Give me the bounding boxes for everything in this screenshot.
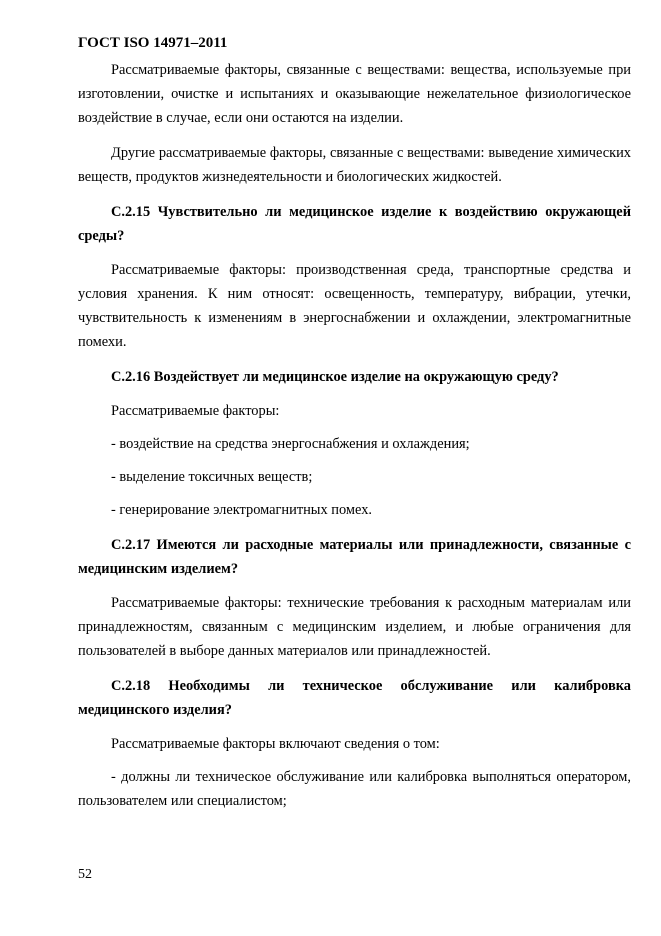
section-heading: С.2.17 Имеются ли расходные материалы или принадлежности, связанные с медицинским изделием? xyxy=(78,537,631,577)
section-heading: С.2.18 Необходимы ли техническое обслуживание или калибровка медицинского изделия? xyxy=(78,678,631,718)
list-item: - воздействие на средства энергоснабжения и охлаждения; xyxy=(111,436,470,452)
list-item: - должны ли техническое обслуживание или калибровка выполняться оператором, пользователем или специалистом; xyxy=(78,769,631,809)
paragraph: Другие рассматриваемые факторы, связанные с веществами: выведение химических веществ, продуктов жизнедеятельности и биологических жидкостей. xyxy=(78,145,631,185)
paragraph: Рассматриваемые факторы: производственная среда, транспортные средства и условия хранения. К ним относят: освещенность, температуру, вибрации, утечки, чувствительность к изменениям в энергоснабжении и охлаждении, электромагнитные помехи. xyxy=(78,262,631,350)
section-heading: С.2.15 Чувствительно ли медицинское изделие к воздействию окружающей среды? xyxy=(78,204,631,244)
document-header: ГОСТ ISO 14971–2011 xyxy=(78,35,228,51)
document-page xyxy=(78,33,631,824)
list-item: - генерирование электромагнитных помех. xyxy=(111,502,372,518)
page-number: 52 xyxy=(78,867,92,882)
paragraph: Рассматриваемые факторы: технические требования к расходным материалам или принадлежностям, связанным с медицинским изделием, и любые ограничения для пользователей в выборе данных материалов или принадлежностей. xyxy=(78,595,631,659)
paragraph: Рассматриваемые факторы: xyxy=(111,403,280,419)
list-item: - выделение токсичных веществ; xyxy=(111,469,313,485)
paragraph: Рассматриваемые факторы включают сведения о том: xyxy=(111,736,440,752)
paragraph: Рассматриваемые факторы, связанные с веществами: вещества, используемые при изготовлении, очистке и испытаниях и оказывающие нежелательное физиологическое воздействие в случае, если они остаются на изделии. xyxy=(78,62,631,126)
section-heading: С.2.16 Воздействует ли медицинское изделие на окружающую среду? xyxy=(111,369,559,385)
